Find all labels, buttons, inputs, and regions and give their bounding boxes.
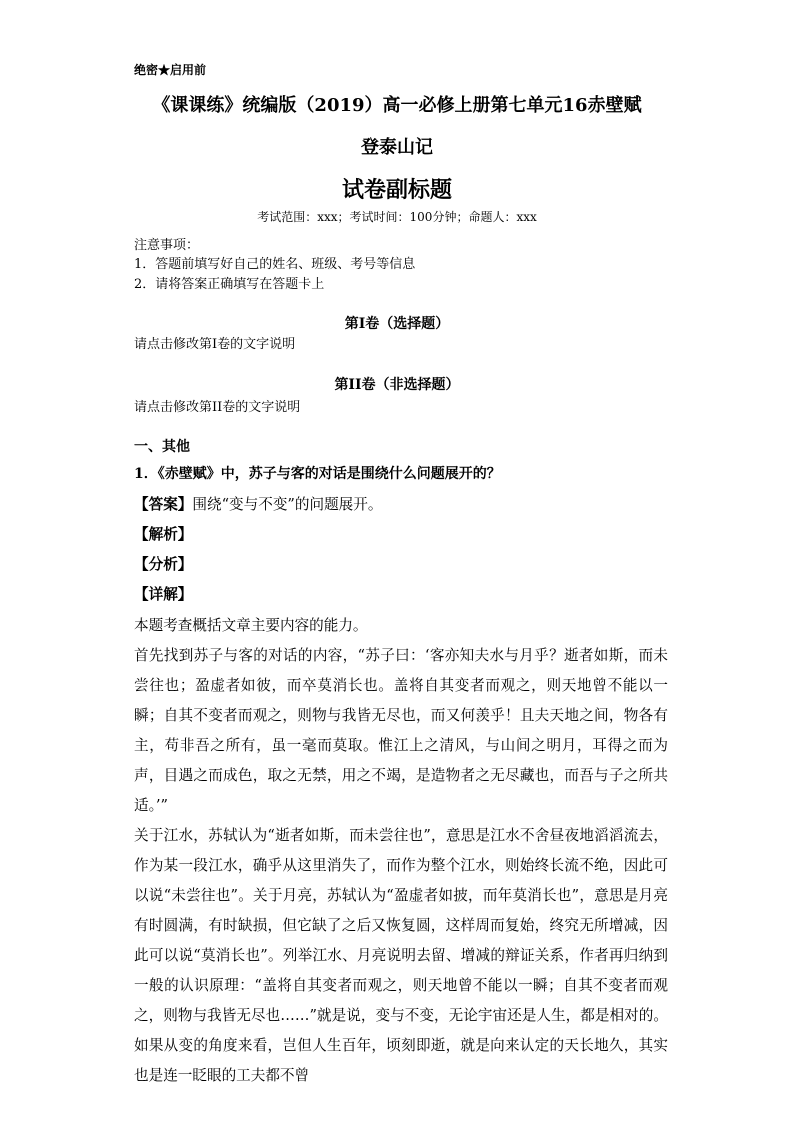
explanation-body bbox=[134, 611, 668, 1091]
explanation-paragraph: 本题考查概括文章主要内容的能力。 bbox=[134, 617, 368, 634]
question-text: 1．《赤壁赋》中，苏子与客的对话是围绕什么问题展开的？ bbox=[134, 466, 501, 482]
section-title: 一、其他 bbox=[134, 439, 190, 455]
xiangjie-tag: 【详解】 bbox=[134, 586, 193, 603]
notes-heading: 注意事项： bbox=[134, 238, 200, 253]
volume1-title: 第I卷（选择题） bbox=[344, 316, 450, 332]
notes-item-1: 1．答题前填写好自己的姓名、班级、考号等信息 bbox=[134, 257, 416, 272]
volume1-desc[interactable]: 请点击修改第I卷的文字说明 bbox=[134, 337, 296, 352]
volume2-title: 第II卷（非选择题） bbox=[334, 377, 460, 393]
fenxi-tag: 【分析】 bbox=[134, 556, 193, 573]
notes-item-2: 2．请将答案正确填写在答题卡上 bbox=[134, 277, 325, 292]
answer-line bbox=[134, 493, 382, 514]
exam-meta: 考试范围：xxx；考试时间：100分钟；命题人：xxx bbox=[257, 210, 537, 224]
exam-subtitle: 试卷副标题 bbox=[341, 177, 452, 203]
answer-text: 围绕“变与不变”的问题展开。 bbox=[192, 496, 383, 513]
explanation-paragraph: 首先找到苏子与客的对话的内容，“苏子曰：‘客亦知夫水与月乎？逝者如斯，而未尝往也；盈虚者如彼，而卒莫消长也。盖将自其变者而观之，则天地曾不能以一瞬；自其不变者而观之，则物与我皆无尽也，而又何羡乎！且夫天地之间，物各有主，苟非吾之所有，虽一毫而莫取。惟江上之清风，与山间之明月，耳得之而为声，目遇之而成色，取之无禁，用之不竭，是造物者之无尽藏也，而吾与子之所共适。’” bbox=[134, 647, 668, 814]
analysis-tag: 【解析】 bbox=[134, 526, 193, 543]
secret-label: 绝密★启用前 bbox=[134, 63, 207, 77]
explanation-paragraph: 关于江水，苏轼认为“逝者如斯，而未尝往也”，意思是江水不舍昼夜地滔滔流去，作为某一段江水，确乎从这里消失了，而作为整个江水，则始终长流不绝，因此可以说“未尝往也”。关于月亮，苏轼认为“盈虚者如披，而年莫消长也”，意思是月亮有时圆满，有时缺损，但它缺了之后又恢复圆，这样周而复始，终究无所增减，因此可以说“莫消长也”。列举江水、月亮说明去留、增减的辩证关系，作者再归纳到一般的认识原理：“盖将自其变者而观之，则天地曾不能以一瞬；自其不变者而观之，则物与我皆无尽也……”就是说，变与不变，无论宇宙还是人生，都是相对的。如果从变的角度来看，岂但人生百年，顷刻即逝，就是向来认定的天长地久，其实也是连一眨眼的工夫都不曾 bbox=[134, 827, 668, 1084]
exam-title-line1: 《课课练》统编版（2019）高一必修上册第七单元16赤壁赋 bbox=[152, 95, 642, 116]
answer-tag: 【答案】 bbox=[134, 496, 193, 513]
volume2-desc[interactable]: 请点击修改第II卷的文字说明 bbox=[134, 400, 301, 415]
exam-title-line2: 登泰山记 bbox=[361, 137, 433, 158]
